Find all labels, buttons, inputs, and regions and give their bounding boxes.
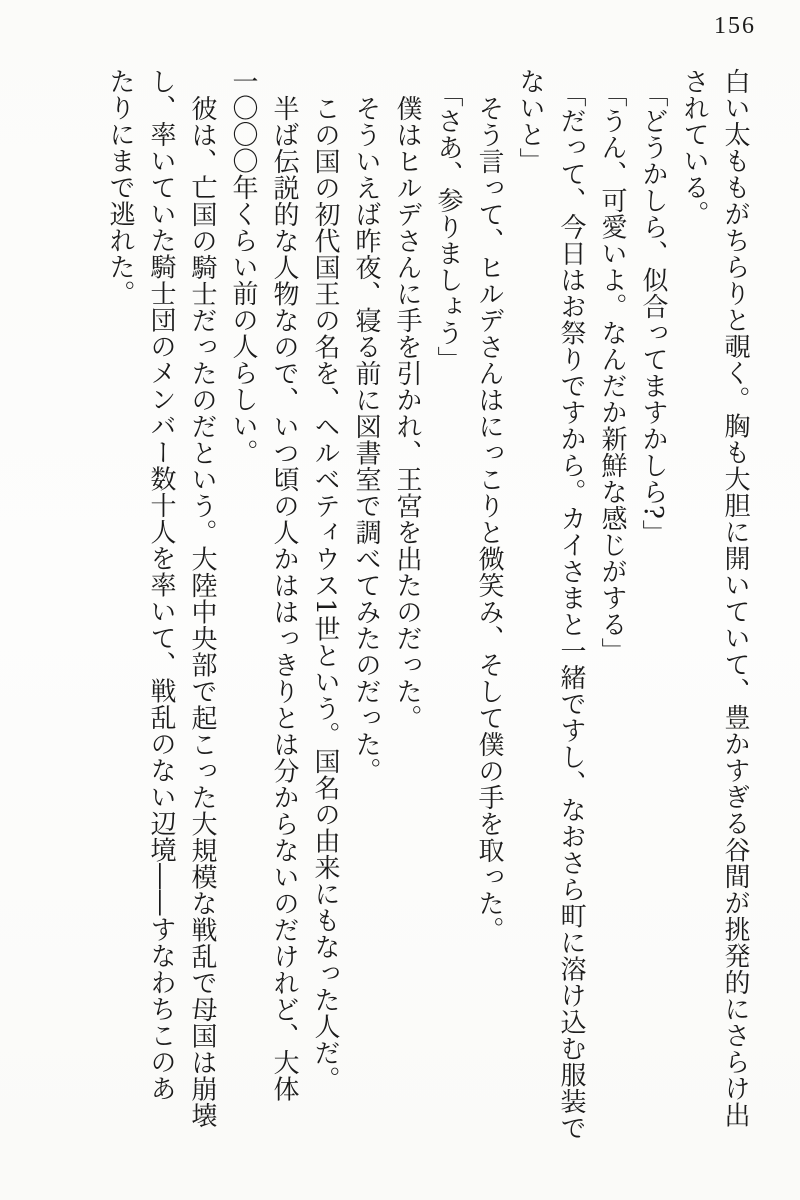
- text-column: そう言って、ヒルデさんはにっこりと微笑み、そして僕の手を取った。: [474, 95, 504, 943]
- text-column: 白い太ももがちらりと覗く。胸も大胆に開いていて、豊かすぎる谷間が挑発的にさらけ出: [720, 68, 750, 1128]
- text-column: 「うん、可愛いよ。なんだか新鮮な感じがする」: [597, 81, 627, 664]
- text-column: ないと」: [515, 68, 545, 174]
- text-column: たりにまで逃れた。: [105, 68, 135, 307]
- text-column: 「だって、今日はお祭りですから。カイさまと一緒ですし、なおさら町に溶け込む服装で: [556, 81, 586, 1141]
- text-column: 「さあ、参りましょう」: [433, 81, 463, 373]
- text-column: 彼は、亡国の騎士だったのだという。大陸中央部で起こった大規模な戦乱で母国は崩壊: [187, 95, 217, 1129]
- vertical-text-block: [55, 68, 755, 1158]
- text-column: 「どうかしら、似合ってますかしら?」: [638, 81, 668, 546]
- text-column: し、率いていた騎士団のメンバー数十人を率いて、戦乱のない辺境――すなわちこのあ: [146, 68, 176, 1102]
- page-number: 156: [714, 13, 756, 39]
- text-column: この国の初代国王の名を、ヘルベティウス1世という。国名の由来にもなった人だ。: [310, 95, 340, 1093]
- text-column: 僕はヒルデさんに手を引かれ、王宮を出たのだった。: [392, 95, 422, 731]
- text-column: されている。: [679, 68, 709, 227]
- text-column: 一〇〇〇年くらい前の人らしい。: [228, 68, 258, 466]
- text-column: そういえば昨夜、寝る前に図書室で調べてみたのだった。: [351, 95, 381, 784]
- text-column: 半ば伝説的な人物なので、いつ頃の人かははっきりとは分からないのだけれど、大体: [269, 95, 299, 1102]
